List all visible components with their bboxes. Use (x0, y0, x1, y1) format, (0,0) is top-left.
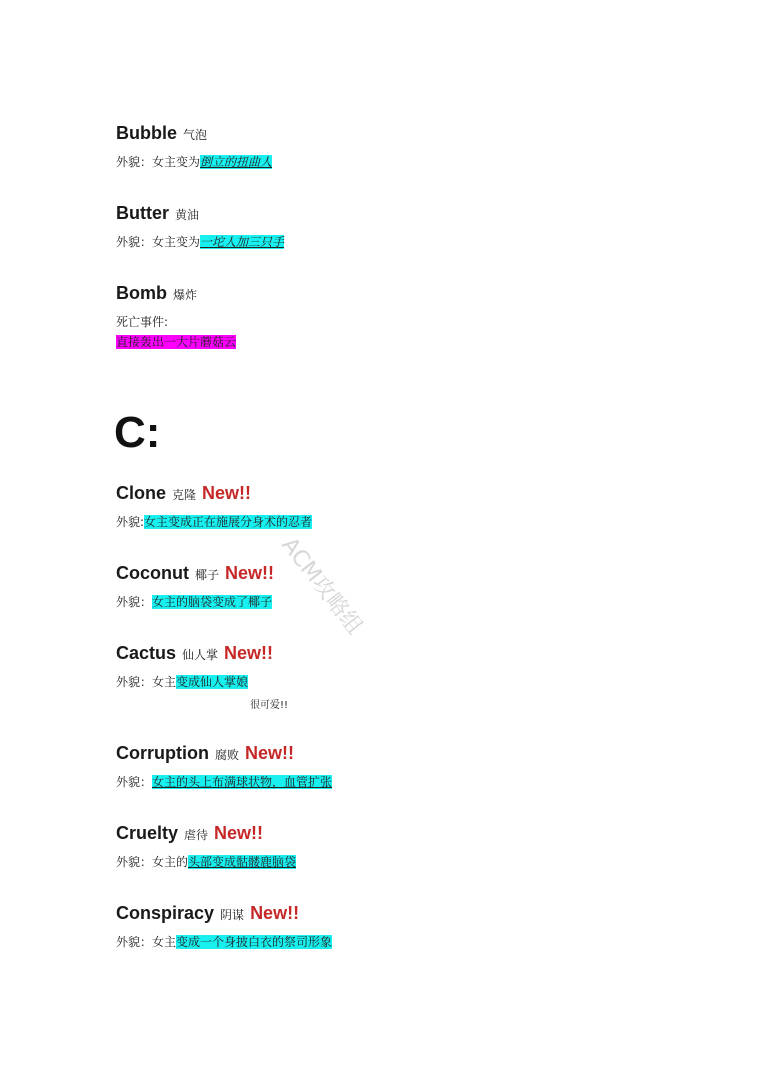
entry-title-cn: 克隆 (172, 488, 197, 502)
entry-title-en: Cruelty (116, 823, 179, 843)
entry-title-en: Butter (116, 203, 169, 223)
entry-title (116, 563, 274, 584)
entry-coconut (116, 563, 274, 610)
entry-title-en: Conspiracy (116, 903, 215, 923)
entry-title-en: Coconut (116, 563, 189, 583)
entry-butter (116, 203, 284, 250)
entry-bomb (116, 283, 236, 350)
entry-description (116, 154, 272, 170)
entry-description (116, 514, 312, 530)
entry-title-en: Bomb (116, 283, 167, 303)
new-badge: New!! (250, 903, 300, 923)
highlighted-text: 变成一个身披白衣的祭司形象 (176, 935, 333, 949)
new-badge: New!! (202, 483, 252, 503)
description-prefix: 外貌：女主 (116, 935, 177, 949)
entry-title (116, 203, 284, 224)
new-badge: New!! (214, 823, 264, 843)
entry-corruption (116, 743, 332, 790)
new-badge: New!! (245, 743, 294, 763)
entry-title (116, 643, 273, 664)
highlighted-text: 女主的脑袋变成了椰子 (152, 595, 273, 609)
highlighted-text: 一坨人加三只手 (200, 235, 285, 249)
entry-title-en: Cactus (116, 643, 177, 663)
entry-clone (116, 483, 312, 530)
entry-cactus (116, 643, 273, 690)
entry-description (116, 674, 273, 690)
highlighted-text: 变成仙人掌娘 (176, 675, 249, 689)
entry-title (116, 743, 332, 764)
description-prefix: 外貌：女主变为 (116, 155, 201, 169)
highlighted-text: 倒立的扭曲人 (200, 155, 273, 169)
description-prefix: 外貌： (116, 595, 153, 609)
entry-title-cn: 阴谋 (220, 908, 245, 922)
entry-title-cn: 气泡 (183, 128, 208, 142)
description-prefix: 外貌：女主变为 (116, 235, 201, 249)
entry-conspiracy (116, 903, 332, 950)
entry-description (116, 934, 332, 950)
highlighted-text: 直接轰出一大片蘑菇云 (116, 335, 237, 349)
entry-cruelty (116, 823, 296, 870)
entry-title-cn: 椰子 (194, 568, 219, 582)
section-heading: C: (114, 408, 161, 457)
entry-title (116, 483, 312, 504)
new-badge: New!! (225, 563, 274, 583)
cute-note: 很可爱!! (250, 700, 289, 711)
entry-title-cn: 爆炸 (173, 288, 198, 302)
entry-title-cn: 腐败 (214, 748, 239, 762)
description-prefix: 外貌：女主 (116, 675, 177, 689)
description-prefix: 外貌： (116, 775, 153, 789)
watermark: ACM攻略组 (276, 533, 367, 640)
entry-title (116, 903, 332, 924)
entry-title-en: Bubble (116, 123, 177, 143)
description-prefix: 外貌: (116, 515, 145, 529)
highlighted-text: 女主的头上布满球状物，血管扩张 (152, 775, 333, 789)
highlighted-text: 头部变成骷髅鹿脑袋 (188, 855, 297, 869)
entry-bubble (116, 123, 272, 170)
highlighted-text: 女主变成正在施展分身术的忍者 (144, 515, 313, 529)
entry-description (116, 594, 274, 610)
entry-description (116, 234, 284, 250)
entry-description (116, 774, 332, 790)
death-event-label: 死亡事件: (116, 315, 169, 329)
entry-description (116, 334, 236, 350)
entry-title-en: Corruption (116, 743, 209, 763)
entry-title-cn: 虐待 (184, 828, 209, 842)
entry-title-cn: 黄油 (175, 208, 200, 222)
entry-title-en: Clone (116, 483, 167, 503)
entry-title (116, 823, 296, 844)
entry-description (116, 854, 296, 870)
new-badge: New!! (224, 643, 274, 663)
entry-title (116, 283, 236, 304)
description-prefix: 外貌：女主的 (116, 855, 189, 869)
entry-title (116, 123, 272, 144)
entry-title-cn: 仙人掌 (182, 648, 219, 662)
